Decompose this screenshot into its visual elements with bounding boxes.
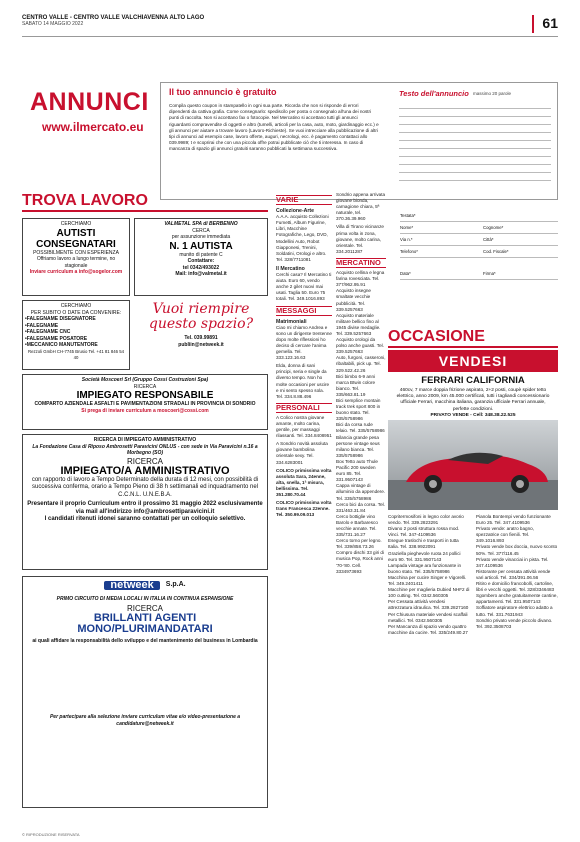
varie-subheading: Collezione-Arte — [276, 208, 315, 215]
listing-item: Cerco bottiglie vino Barolo e Barbaresco vecchie annate. Tel. 335/731.16.27 — [336, 513, 378, 538]
ad-moscoeri — [22, 374, 268, 430]
copyright-footer: © RIPRODUZIONE RISERVATA — [22, 832, 80, 837]
coupon-box — [160, 82, 558, 200]
listing-item: Per Chiusura materiale vendesi scaffali metallici. Tel. 0342.560305 — [388, 611, 468, 623]
ad-valmetal — [134, 218, 268, 296]
listing-item: Per Mancanza di spazio vendo quattro macchine da cucire. Tel. 335/249.80.27 — [388, 623, 468, 635]
listing-item: Ritiro e domicilio francobolli, cartoline, libri e vecchi oggetti. Tel. 328/3346483 — [476, 581, 555, 593]
varie-heading: VARIE — [276, 195, 332, 205]
ad-autisti-line: Offriamo lavoro a lungo termine, no stagionale — [36, 256, 116, 269]
occasione-column-1 — [388, 514, 470, 830]
listing-item: Cerco torno per legno. Tel. 339/858.73.26 — [336, 538, 382, 550]
listing-item: Acquisto materiale militare bellico fino al 1945 divise medaglie. Tel. 339.5257663 — [336, 312, 381, 336]
listing-item: Sondrio appena arrivata giovane bionda, carnagione chiara, 5ª naturale, tel. 370.36.39.960 — [336, 192, 386, 222]
listing-item: Soffiatore aspiratore elettrico adatto a tutto. Tel. 331.7631943 — [476, 605, 553, 617]
ad-vuoi-riempire — [134, 300, 268, 370]
ad-rezzoli-contact: Rezzoli GmbH CH-7745 Brusio Tel. +41 81 846 54 40 — [27, 348, 125, 360]
mercatino-heading: MERCATINO — [336, 258, 386, 268]
occasione-column-2 — [476, 514, 558, 830]
ad-ambrosetti-terms: con rapporto di lavoro a Tempo Determinato della durata di 12 mesi, con possibilità di successiva conferma, orario a Tempo Pieno di 38 h settimanali ed inquadramento nel C.C.N.L. U.N.E.B.A. — [31, 476, 259, 498]
ad-valmetal-company: VALMETAL SPA di BERBENNO — [164, 221, 238, 227]
ad-netweek — [22, 576, 268, 808]
field-data[interactable]: Data* — [400, 271, 411, 276]
coupon-fields — [400, 210, 558, 280]
listing-item: A Sondrio novità assoluta giovane bambolina orientale sexy. Tel. 334.6283001 — [276, 441, 328, 465]
listing-item: Cappa vintage di alluminio da appendere. Tel. 335/5758986 — [336, 483, 386, 501]
ad-autisti — [22, 218, 130, 296]
ad-rezzoli-line: PER SUBITO O DATE DA CONVENIRE: — [30, 309, 122, 316]
listing-item: Privato vende box doccia, nuovo sconto 50%. Tel. 377/116.45 — [476, 544, 558, 556]
ad-rezzoli-role: •FALEGNAME — [25, 322, 59, 329]
field-nome[interactable]: Nome* — [400, 225, 414, 230]
ad-valmetal-line: per assunzione immediata — [171, 234, 231, 240]
header-section: CENTRO VALLE - CENTRO VALLE VALCHIAVENNA ALTO LAGO — [22, 15, 205, 21]
ad-netweek-apply[interactable]: Per partecipare alla selezione inviare curriculum vitae e/o video-presentazione a candidature@netweek.it — [49, 714, 241, 727]
ad-autisti-role: AUTISTI CONSEGNATARI — [36, 227, 116, 250]
ad-netweek-line: RICERCA — [126, 604, 163, 613]
car-photo — [388, 420, 558, 510]
listing-item: A Colico nostra giovane amante, molto carina, gentile, per massaggi rilassanti. Tel. 334.8408951 — [276, 414, 332, 439]
listing-item: Lampada vintage ara funzionante in buono stato. Tel. 335/5758986 — [388, 562, 462, 574]
ad-ambrosetti-org: La Fondazione Casa di Riposo Ambrosetti Paravicini ONLUS - con sede in Via Paravicini n.16 a Morbegno (SO) — [32, 443, 258, 456]
ad-autisti-line: CERCHIAMO — [60, 221, 92, 227]
ad-autisti-line: POSSIBILMENTE CON ESPERIENZA — [33, 249, 119, 256]
page-number-divider — [532, 15, 534, 33]
coupon-text-lines[interactable] — [399, 101, 551, 191]
website-link[interactable]: www.ilmercato.eu — [42, 120, 144, 134]
field-firma[interactable]: Firma* — [483, 271, 496, 276]
listing-item: Esegue traslochi e trasporti in tutta Italia. Tel. 338.9922091 — [388, 538, 459, 550]
coupon-title: Il tuo annuncio è gratuito — [169, 87, 277, 97]
ad-valmetal-line: CERCA — [192, 227, 210, 234]
listing-item: Auto, furgoni, casseroni, ribaltabili, pick up. Tel. 329.522.42.26 — [336, 355, 386, 373]
listing-item: Copritermosifoni in legno color avorio vendo. Tel. 339.2823291 — [388, 514, 464, 526]
ad-ambrosetti-line: RICERCA — [126, 456, 163, 466]
listing-item: Macchina per cucire Singer e Vigorelli. Tel. 349.2401411 — [388, 574, 467, 587]
ad-valmetal-email[interactable]: Mail: info@valmetal.it — [175, 271, 227, 277]
ad-ambrosetti-apply[interactable]: Presentare il proprio Curriculum entro il prossimo 31 maggio 2022 esclusivamente via mail all'indirizzo info@ambrosettiparavicini.it — [27, 501, 263, 515]
header-date: SABATO 14 MAGGIO 2022 — [22, 21, 84, 27]
listing-item: COLICO primissima volta assoluta Sara, 24enne, alta, snella, 1ª misura, bellissima. Tel. 351.280.70.44 — [276, 467, 332, 498]
mercatino-list — [336, 270, 386, 575]
car-title: FERRARI CALIFORNIA — [421, 375, 525, 386]
listing-item: Bici semplice montain track trek sport 800 in buono stato. Tel. 335/5758986 — [336, 398, 381, 422]
listing-item: Pianola Bontempi vendo funzionante Euro 25. Tel. 347.4109536 — [476, 514, 551, 526]
listing-item: Box Tetto auto Thule Pacific 200 sweden euro 85. Tel. 331.9507143 — [336, 458, 378, 483]
ad-netweek-tagline: PRIMO CIRCUITO DI MEDIA LOCALI IN ITALIA IN CONTINUA ESPANSIONE — [56, 595, 234, 602]
messaggi-subheading: Matrimoniali — [276, 318, 307, 325]
car-details: 460cv, 7 marce doppia frizione aspirato, 2+2 posti, coupè spider tetto elettrico, anno 2009, km 45.000 certificati, tutti i tagliandi concessionario ufficiale Ferrari, macchina italiana, garanzia ufficiale Ferrari annuale, perfette condizioni. — [396, 388, 550, 412]
car-contact[interactable]: PRIVATO VENDE - Cell: 348.38.22.525 — [430, 412, 516, 418]
listing-item: Ristorante per cessata attività vende vari articoli. Tel. 334/391.06.56 — [476, 568, 551, 580]
ad-rezzoli-line: CERCHIAMO — [60, 303, 92, 309]
mercatino-column — [336, 192, 386, 832]
ad-vuoi-riempire-headline: Vuoi riempire questo spazio? — [148, 301, 254, 332]
ad-moscoeri-line: RICERCA — [133, 383, 157, 390]
varie-column — [276, 192, 332, 832]
ad-rezzoli-role: •MECCANICO MANUTENTORE — [25, 342, 98, 348]
listing-item: Cerchi casa? Il Mercatino ti aiuta. Euro 60, vendo anche 2 gilet nuovi mai usati. Taglia 50. Euro 75 totali. Tel. 349.1016.893 — [276, 272, 332, 302]
field-citta[interactable]: Città* — [483, 237, 494, 242]
listing-item: Divano 2 posti struttura rossa mod. Vinci. Tel. 347-4109536 — [388, 526, 460, 538]
car-description — [392, 388, 554, 419]
ad-moscoeri-email[interactable]: Si prega di inviare curriculum a moscoeri@cossi.com — [81, 407, 209, 414]
listing-item: Acquisto insegne smaltate vecchie pubblicità. Tel. 339.5257663 — [336, 288, 371, 312]
field-cognome[interactable]: Cognome* — [483, 225, 504, 230]
field-testata[interactable]: Testata* — [400, 213, 416, 218]
ad-moscoeri-company: Società Moscoeri Srl (Gruppo Cossi Costruzioni Spa) — [81, 377, 209, 383]
listing-item: Compro dischi 33 giri di musica Pop, Rock anni '70-'80. Cell. 3334973693 — [336, 550, 384, 574]
page-header — [22, 15, 558, 37]
listing-item: Privato vende vinacciai in pista. Tel. 347.4109536 — [476, 556, 549, 568]
field-via[interactable]: Via n.* — [400, 237, 413, 242]
ad-rezzoli-role: •FALEGNAME CNC — [25, 329, 71, 335]
ad-valmetal-line: Contattare: — [187, 258, 215, 264]
field-codfiscale[interactable]: Cod. Fiscale* — [483, 249, 509, 254]
listing-item: Sgombero anche gratuitamente cantine, appartamenti. Tel. 331.9507143 — [476, 593, 558, 605]
coupon-form-title: Testo dell'annuncio — [399, 89, 469, 98]
ad-autisti-email[interactable]: Inviare curriculum a info@sogelor.com — [29, 269, 123, 275]
ad-netweek-role: BRILLANTI AGENTI MONO/PLURIMANDATARI — [77, 611, 213, 635]
ad-netweek-desc: ai quali affidare la responsabilità dello sviluppo e del mantenimento del business in Lombardia — [32, 637, 258, 644]
ad-ambrosetti-heading: RICERCA DI IMPIEGATO AMMINISTRATIVO — [93, 437, 197, 443]
messaggi-heading: MESSAGGI — [276, 306, 332, 316]
ad-valmetal-phone[interactable]: tel 0342/493022 — [182, 264, 220, 271]
coupon-form-subtitle: massimo 20 parole — [473, 91, 512, 96]
ad-ambrosetti-role: IMPIEGATO/A AMMINISTRATIVO — [60, 464, 230, 477]
listing-item: COLICO primissima volta trans Francesca 22enne. Tel. 350.99.09.013 — [276, 500, 332, 518]
listing-item: Per Cessata attività vendesi attrezzatura idraulica. Tel. 339.2827160 — [388, 599, 469, 611]
trova-lavoro-heading: TROVA LAVORO — [22, 192, 268, 212]
varie-subheading: Il Mercatino — [276, 265, 305, 272]
annunci-title: ANNUNCI — [30, 88, 149, 116]
ad-moscoeri-line: COMPARTO AZIENDALE ASFALTI E PAVIMENTAZIONI STRADALI IN PROVINCIA DI SONDRIO — [34, 401, 256, 407]
netweek-sa: S.p.A. — [165, 581, 186, 588]
coupon-instructions: Compila questo coupon in stampatello in ogni sua parte. Ricorda che non si risponde di errori dipendenti da cattiva grafia. Come consegnarlo: spediscilo per posta o consegnalo all'una dei nostri punti di raccolta. Non si accettano fax o fotocopie. Nel Mercatino si accettano tutti gli annunci riguardanti compravendite di oggetti e altro (tumelli, articoli per la casa, auto, moto, giardinaggio ecc.) e gli annunci per aiutare a trovare lavoro (Lavoro-Richieste). Se vuoi intrecciare alla pubblicazione di altri tipi di annunci ad esempio case, lavoro offerte, auguri, necrologi, ecc. è pagamento contattaci allo 039.9989; t e scoprirai che con una piccola offre potrai pubblicate ciò che ti interessa. In caso di mancanza di spazio gli annunci gratuiti saranno pubblicati la settimana successiva. — [169, 103, 379, 152]
listing-item: Bilancia grande pesa persone vintage seus milano bianca. Tel. 335/5758986 — [336, 434, 380, 458]
ad-rezzoli-role: •FALEGNAME POSATORE — [25, 335, 88, 342]
ad-vuoi-riempire-phone[interactable]: Tel. 039.99891 — [184, 335, 218, 341]
netweek-logo: netweek — [104, 581, 159, 590]
listing-item: Cerco bici da corsa. Tel. 331/463.31.84 — [336, 501, 385, 513]
ad-ambrosetti — [22, 434, 268, 570]
listing-item: Acquisto cellina e legna farina rovesciata. Tel. 377/962.95.91 — [336, 270, 385, 288]
personali-heading: PERSONALI — [276, 403, 332, 413]
ad-valmetal-role: N. 1 AUTISTA — [169, 240, 233, 252]
vendesi-banner: VENDESI — [388, 350, 558, 372]
ad-moscoeri-role: IMPIEGATO RESPONSABILE — [76, 390, 214, 401]
occasione-heading: OCCASIONE — [388, 328, 558, 348]
ad-rezzoli-role: •FALEGNAME DISEGNATORE — [25, 316, 96, 322]
listing-item: Elda, donna di sani principi, seria e single da diverso tempo. Non ho molte occasioni per uscire e mi sento spesso sola. Tel. 334.8.88.496 — [276, 363, 330, 399]
listing-item: Bici bimbo 6-9 anni marca Btwin colore bianco. Tel. 335/663.81.19 — [336, 373, 376, 397]
field-telefono[interactable]: Telefono* — [400, 249, 418, 254]
listing-item: Acquisto orologi da polso anche guasti. Tel. 339.5257663 — [336, 337, 384, 355]
listing-item: Bici da corsa rude telaio. Tel. 335/5758986 — [336, 422, 385, 434]
ad-rezzoli — [22, 300, 130, 370]
listing-item: Sondrio privato vende piccolo divano. Tel. 392.3508703 — [476, 617, 553, 629]
listing-item: Ciao mi chiamo Andrea e sono un dirigente trentenne dopo molte riflessioni ho deciso di cercare l'anima gemella. Tel. 333.123.16.63 — [276, 324, 332, 361]
listing-item: A.A.A. acquisto Collezioni Fumetti, Album Figurine, Libri, Macchine Fotografiche, Lego, DVD, Modellini Auto, Robot Giapponesi, Trenini, Soldatini, Orologi e altro. Tel. 328/7711081 — [276, 214, 329, 262]
ad-vuoi-riempire-email[interactable]: publiin@netweek.it — [178, 341, 224, 348]
ad-valmetal-line: munito di patente C — [179, 251, 223, 258]
listing-item: Villa di Tirano vicinanze prima volta in zona, giovane, molto carina, orientale. Tel. 334.2011287 — [336, 224, 384, 254]
listing-item: Macchine per maglieria Dubied NHF2 di 100 cutting. Tel. 0342.560305 — [388, 587, 470, 599]
listing-item: Graziella pieghevole ruota 24 pollici euro 90. Tel. 331.9507143 — [388, 550, 461, 562]
listing-item: Privato vende: aratro bagno, spezzatrice con fienili. Tel. 349.1016.893 — [476, 526, 534, 544]
ad-ambrosetti-line: I candidati ritenuti idonei saranno contattati per un colloquio selettivo. — [44, 516, 246, 522]
page-number: 61 — [542, 15, 558, 31]
